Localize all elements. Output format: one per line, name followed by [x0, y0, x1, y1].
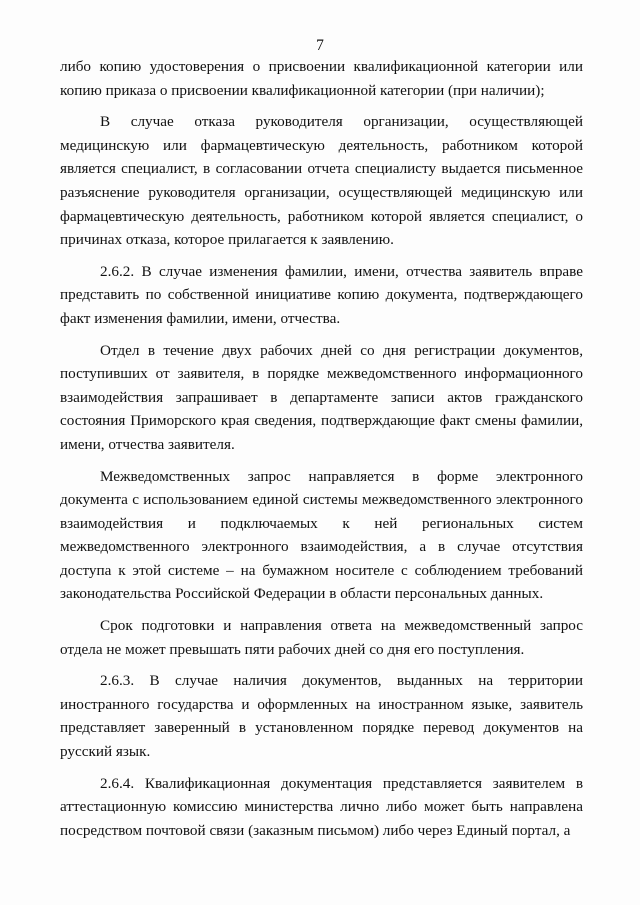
- page-number: 7: [316, 37, 324, 54]
- paragraph-continuation: либо копию удостоверения о присвоении квалификационной категории или копию приказа о присвоении квалификационной категории (при наличии);: [60, 58, 583, 99]
- paragraph-2-6-3: 2.6.3. В случае наличия документов, выданных на территории иностранного государства и оформленных на иностранном языке, заявитель представляет заверенный в установленном порядке перевод документов на русский язык.: [60, 672, 583, 761]
- paragraph-interagency-request: Межведомственных запрос направляется в форме электронного документа с использованием единой системы межведомственного электронного взаимодействия и подключаемых к ней региональных систем межведомственного электронного взаимодействия, а в случае отсутствия доступа к этой системе – на бумажном носителе с соблюдением требований законодательства Российской Федерации в области персональных данных.: [60, 467, 583, 603]
- paragraph-2-6-2: 2.6.2. В случае изменения фамилии, имени, отчества заявитель вправе представить по собственной инициативе копию документа, подтверждающего факт изменения фамилии, имени, отчества.: [60, 262, 583, 327]
- paragraph-response-deadline: Срок подготовки и направления ответа на межведомственный запрос отдела не может превышать пяти рабочих дней со дня его поступления.: [60, 617, 583, 658]
- paragraph-2-6-4: 2.6.4. Квалификационная документация представляется заявителем в аттестационную комиссию министерства лично либо может быть направлена посредством почтовой связи (заказным письмом) либо через Единый портал, а: [60, 774, 583, 839]
- document-body: [60, 55, 583, 850]
- paragraph-department-request: Отдел в течение двух рабочих дней со дня регистрации документов, поступивших от заявителя, в порядке межведомственного информационного взаимодействия запрашивает в департаменте записи актов гражданского состояния Приморского края сведения, подтверждающие факт смены фамилии, имени, отчества заявителя.: [60, 341, 583, 453]
- paragraph-refusal-case: В случае отказа руководителя организации, осуществляющей медицинскую или фармацевтическую деятельность, работником которой является специалист, в согласовании отчета специалисту выдается письменное разъяснение руководителя организации, осуществляющей медицинскую или фармацевтическую деятельность, работником которой является специалист, о причинах отказа, которое прилагается к заявлению.: [60, 113, 583, 249]
